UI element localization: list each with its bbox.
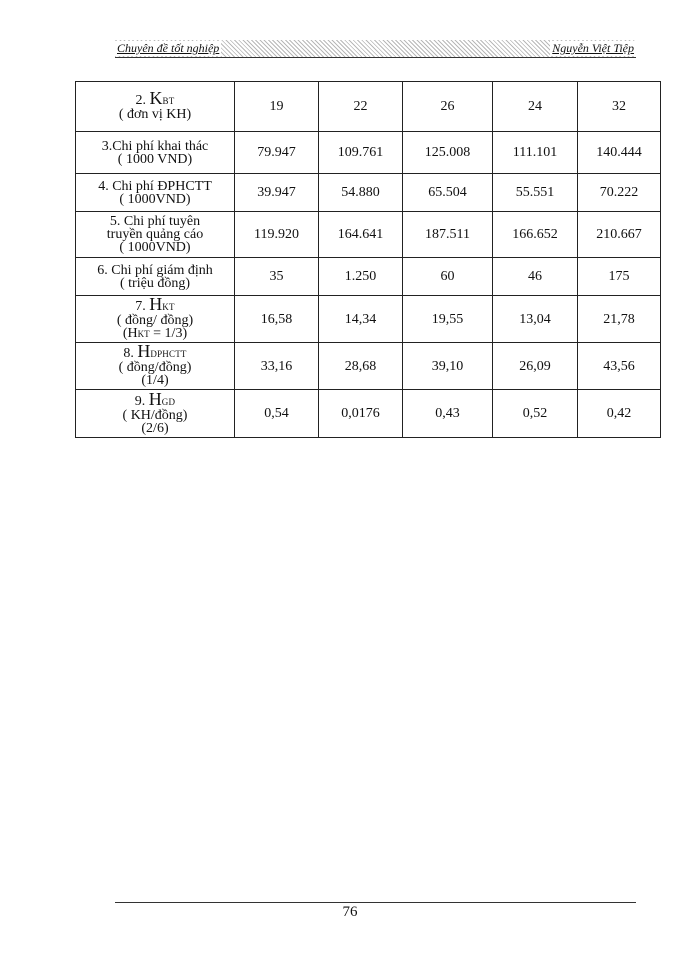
table-row (76, 132, 661, 174)
row-label-hgd: 9. HGD ( KH/đồng) (2/6) (76, 390, 235, 438)
row-label-hdphctt: 8. HDPHCTT ( đồng/đồng) (1/4) (76, 343, 235, 390)
table-cell: 28,68 (319, 343, 403, 390)
table-cell: 187.511 (403, 212, 493, 258)
table-cell: 0,52 (493, 390, 578, 438)
row-label-chi-phi-khai-thac: 3.Chi phí khai thác ( 1000 VND) (76, 132, 235, 174)
table-cell: 54.880 (319, 174, 403, 212)
table-cell: 21,78 (578, 296, 661, 343)
table-cell: 19,55 (403, 296, 493, 343)
page-header (115, 40, 636, 58)
table-row (76, 258, 661, 296)
table-cell: 111.101 (493, 132, 578, 174)
table-cell: 0,42 (578, 390, 661, 438)
row-label-chi-phi-dphctt: 4. Chi phí ĐPHCTT ( 1000VND) (76, 174, 235, 212)
table-row (76, 390, 661, 438)
table-cell: 26 (403, 82, 493, 132)
table-cell: 210.667 (578, 212, 661, 258)
table-cell: 33,16 (235, 343, 319, 390)
table-row (76, 296, 661, 343)
table-cell: 16,58 (235, 296, 319, 343)
table-row (76, 174, 661, 212)
table-cell: 24 (493, 82, 578, 132)
table-cell: 140.444 (578, 132, 661, 174)
data-table (75, 81, 661, 438)
table-cell: 35 (235, 258, 319, 296)
table-cell: 109.761 (319, 132, 403, 174)
header-document-title: Chuyên đề tốt nghiệp (117, 41, 220, 55)
row-label-hkt: 7. HKT ( đồng/ đồng) (HKT = 1/3) (76, 296, 235, 343)
table-cell: 175 (578, 258, 661, 296)
row-label-kbt: 2. KBT ( đơn vị KH) (76, 82, 235, 132)
table-cell: 125.008 (403, 132, 493, 174)
table-cell: 46 (493, 258, 578, 296)
row-label-chi-phi-tuyen-truyen: 5. Chi phí tuyên truyền quảng cáo ( 1000VND) (76, 212, 235, 258)
table-cell: 65.504 (403, 174, 493, 212)
table-row (76, 343, 661, 390)
footer-divider (115, 902, 636, 903)
table-cell: 13,04 (493, 296, 578, 343)
table-cell: 0,0176 (319, 390, 403, 438)
table-cell: 166.652 (493, 212, 578, 258)
table-cell: 14,34 (319, 296, 403, 343)
table-cell: 164.641 (319, 212, 403, 258)
table-cell: 39,10 (403, 343, 493, 390)
table-cell: 22 (319, 82, 403, 132)
page-number: 76 (342, 904, 358, 920)
table-cell: 43,56 (578, 343, 661, 390)
table-cell: 55.551 (493, 174, 578, 212)
table-cell: 0,54 (235, 390, 319, 438)
row-label-chi-phi-giam-dinh: 6. Chi phí giám định ( triệu đồng) (76, 258, 235, 296)
table-cell: 39.947 (235, 174, 319, 212)
table-cell: 19 (235, 82, 319, 132)
table-cell: 60 (403, 258, 493, 296)
table-cell: 70.222 (578, 174, 661, 212)
table-row (76, 82, 661, 132)
table-cell: 79.947 (235, 132, 319, 174)
table-cell: 0,43 (403, 390, 493, 438)
table-cell: 32 (578, 82, 661, 132)
table-cell: 26,09 (493, 343, 578, 390)
header-author-name: Nguyễn Việt Tiệp (552, 41, 634, 55)
table-cell: 1.250 (319, 258, 403, 296)
table-row (76, 212, 661, 258)
table-cell: 119.920 (235, 212, 319, 258)
